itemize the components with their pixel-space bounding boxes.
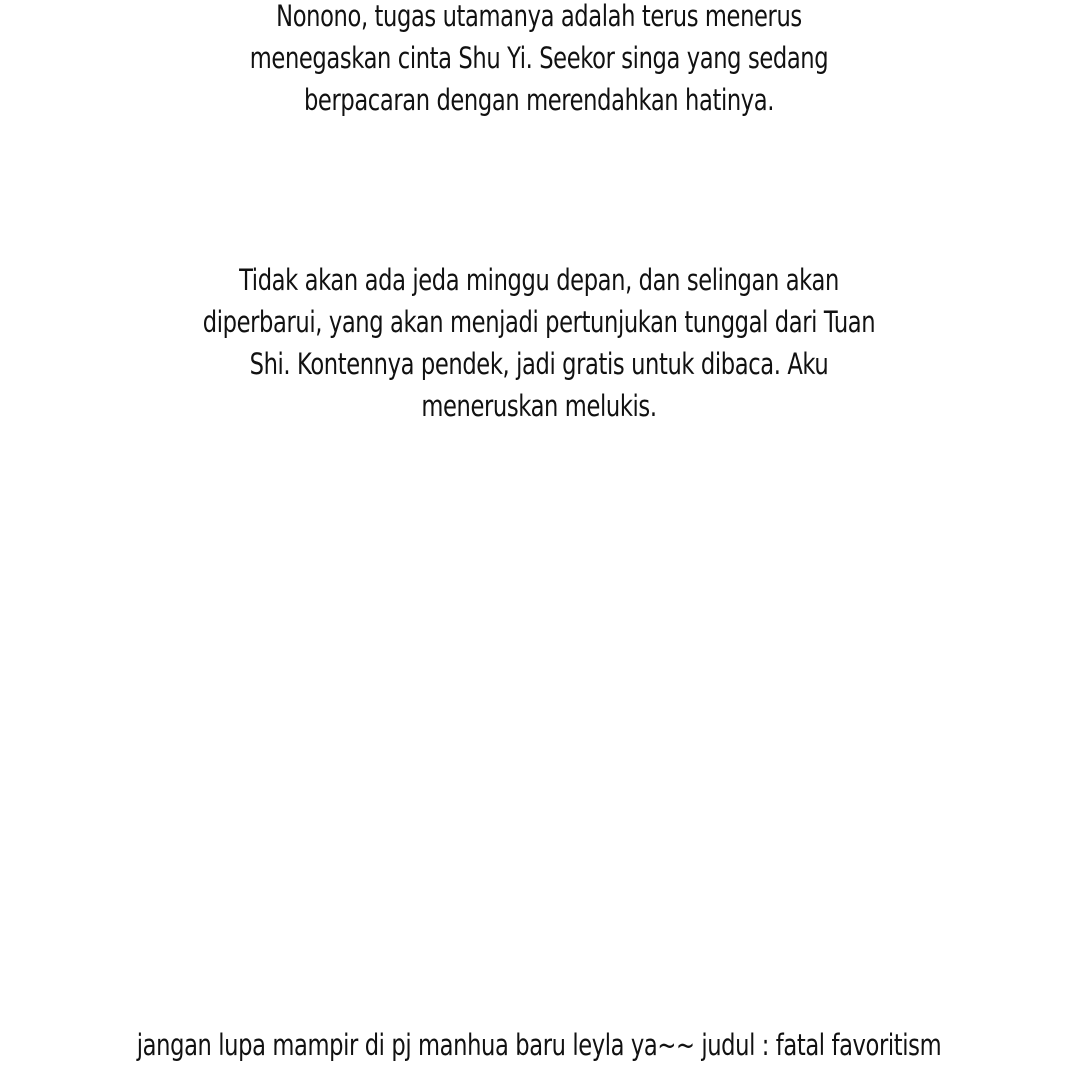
paragraph-line: menegaskan cinta Shu Yi. Seekor singa yang sedang xyxy=(249,41,829,75)
paragraph-line: diperbarui, yang akan menjadi pertunjukan tunggal dari Tuan xyxy=(202,305,876,339)
paragraph-line: Tidak akan ada jeda minggu depan, dan selingan akan xyxy=(239,263,839,297)
footer-text: jangan lupa mampir di pj manhua baru leyla ya~~ judul : fatal favoritism xyxy=(136,1028,942,1062)
paragraph-line: Shi. Kontennya pendek, jadi gratis untuk dibaca. Aku xyxy=(249,347,829,381)
note-paragraph-1 xyxy=(119,0,960,121)
footer-note xyxy=(119,1024,960,1066)
note-paragraph-2 xyxy=(119,259,960,427)
paragraph-line: berpacaran dengan merendahkan hatinya. xyxy=(303,83,775,117)
paragraph-line: Nonono, tugas utamanya adalah terus menerus xyxy=(276,0,802,33)
paragraph-line: meneruskan melukis. xyxy=(421,389,657,423)
